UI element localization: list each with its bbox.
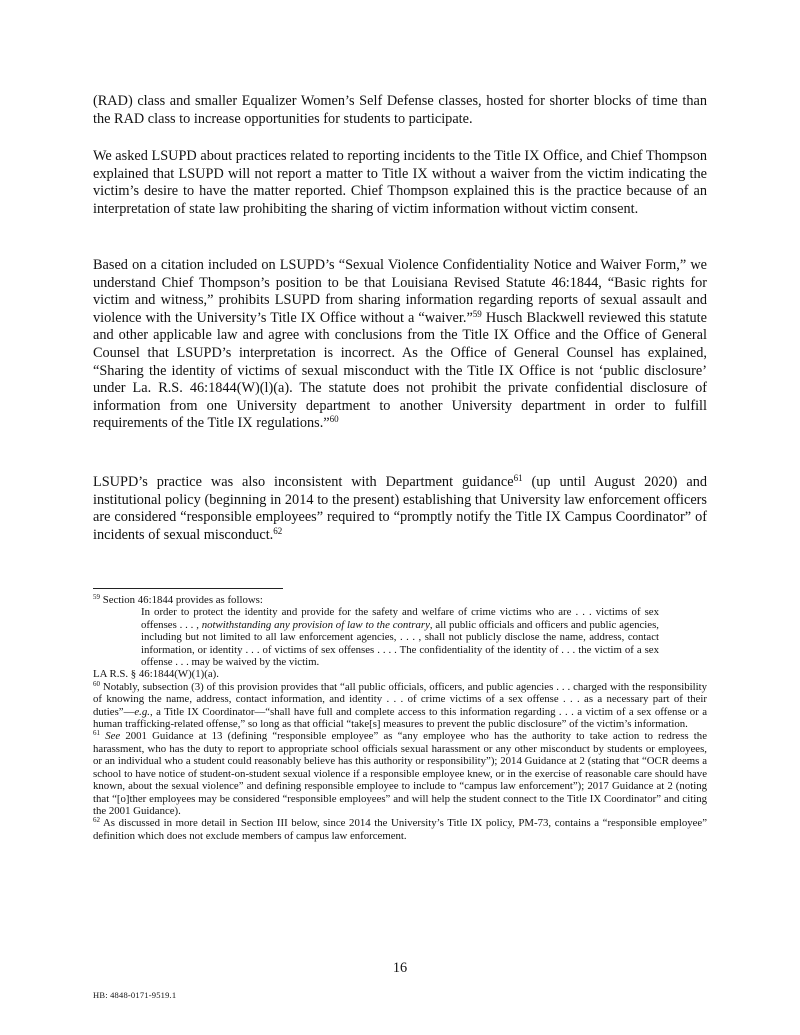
footnote-60 (93, 681, 707, 731)
paragraph-text: (up until August 2020) and institutional policy (beginning in 2014 to the present) establishing that University law enforcement officers are considered “responsible employees” required to “promptly notify the Title IX Campus Coordinator” of incidents of sexual misconduct. (93, 474, 707, 543)
quote-text: In order to protect the identity and provide for the safety and welfare of crime victims who are . . . victims of sex offenses . . . , (141, 606, 659, 631)
footnote-separator (93, 588, 283, 589)
footnote-61 (93, 730, 707, 817)
footnote-59 (93, 594, 707, 606)
document-id: HB: 4848-0171-9519.1 (93, 990, 177, 1000)
footnote-italic-text: e.g. (134, 705, 150, 718)
footnote-text: Notably, subsection (3) of this provision provides that “all public officials, officers, and public agencies . . . charged with the responsibility of knowing the name, address, contact information, and identity . . . of crime victims of a sex offense . . . as a necessary part of their duties”— (93, 680, 707, 718)
footnote-number: 59 (93, 593, 100, 601)
footnote-ref-61[interactable]: 61 (513, 473, 523, 483)
paragraph-text: We asked LSUPD about practices related to reporting incidents to the Title IX Office, and Chief Thompson explained that LSUPD will not report a matter to Title IX without a waiver from the victim indicating the victim’s desire to have the matter reported. Chief Thompson explained this is the practice because of an interpretation of state law prohibiting the sharing of victim information without victim consent. (93, 148, 707, 217)
footnote-number: 62 (93, 816, 100, 825)
footnote-ref-62[interactable]: 62 (273, 525, 283, 536)
page-number: 16 (392, 960, 408, 976)
paragraph-text: Based on a citation included on LSUPD’s “Sexual Violence Confidentiality Notice and Waiver Form,” we understand Chief Thompson’s position to be that Louisiana Revised Statute 46:1844, “Basic rights for victim and witness,” prohibits LSUPD from sharing information regarding reports of sexual assault and violence with the University’s Title IX Office without a “waiver.” (93, 257, 707, 326)
footnote-number: 61 (93, 729, 100, 738)
paragraph-text: (RAD) class and smaller Equalizer Women’s Self Defense classes, hosted for shorter blocks of time than the RAD class to increase opportunities for students to participate. (93, 93, 707, 127)
body-paragraph-4 (93, 474, 707, 544)
footnote-ref-60[interactable]: 60 (329, 414, 339, 425)
quote-italic-text: notwithstanding any provision of law to the contrary (201, 618, 430, 631)
footnote-text: 2001 Guidance at 13 (defining “responsible employee” as “any employee who has the authority to take action to redress the harassment, who has the duty to report to appropriate school officials sexual harassment or any other misconduct by students or employees, or an individual who a student could reasonably believe has this authority or responsibility”); 2014 Guidance at 2 (stating that “OCR deems a school to have notice of student-on-student sexual violence if a responsible employee knew, or in the exercise of reasonable care should have known, about the sexual violence” and defining responsible employee to include to “campus law enforcement”); 2017 Guidance at 2 (noting that “[o]ther employees may be considered “responsible employees” and will help the student connect to the Title IX Coordinator” and citing the 2001 Guidance). (93, 730, 707, 817)
footnote-number: 60 (93, 679, 100, 688)
footnote-signal-see: See (105, 730, 121, 743)
footnotes-section (93, 594, 707, 842)
footnote-62 (93, 817, 707, 842)
footnote-text: Section 46:1844 provides as follows: (100, 594, 263, 606)
body-paragraph-1 (93, 93, 707, 128)
footnote-text: , a Title IX Coordinator—“shall have full and complete access to this information regarding . . . a victim of a sex offense or a human trafficking-related offense,” so long as that official “take[s] measures to prevent the public disclosure” of the victim’s information. (93, 705, 707, 731)
paragraph-text: LSUPD’s practice was also inconsistent with Department guidance (93, 474, 514, 490)
body-paragraph-3 (93, 257, 707, 433)
footnote-59-block-quote (141, 606, 659, 668)
quote-text: , all public officials and officers and public agencies, including but not limited to all law enforcement agencies, . . . , shall not publicly disclose the name, address, contact information, or identity . . . of victims of sex offenses . . . . The confidentiality of the identity of . . . the victim of a sex offense . . . may be waived by the victim. (141, 618, 659, 669)
footnote-59-citation: LA R.S. § 46:1844(W)(1)(a). (93, 668, 219, 681)
footnote-text: As discussed in more detail in Section III below, since 2014 the University’s Title IX policy, PM-73, contains a “responsible employee” definition which does not exclude members of campus law enforcement. (93, 817, 707, 842)
body-paragraph-2 (93, 148, 707, 218)
paragraph-text: Husch Blackwell reviewed this statute and other applicable law and agree with conclusions from the Title IX Office and the Office of General Counsel that LSUPD’s interpretation is incorrect. As the Office of General Counsel has explained, “Sharing the identity of victims of sexual misconduct with the Title IX Office is not ‘public disclosure’ under La. R.S. 46:1844(W)(l)(a). The statute does not prohibit the private confidential disclosure of information from one University department to another University department in order to fulfill requirements of the Title IX regulations.” (93, 309, 707, 432)
footnote-ref-59[interactable]: 59 (472, 308, 482, 319)
